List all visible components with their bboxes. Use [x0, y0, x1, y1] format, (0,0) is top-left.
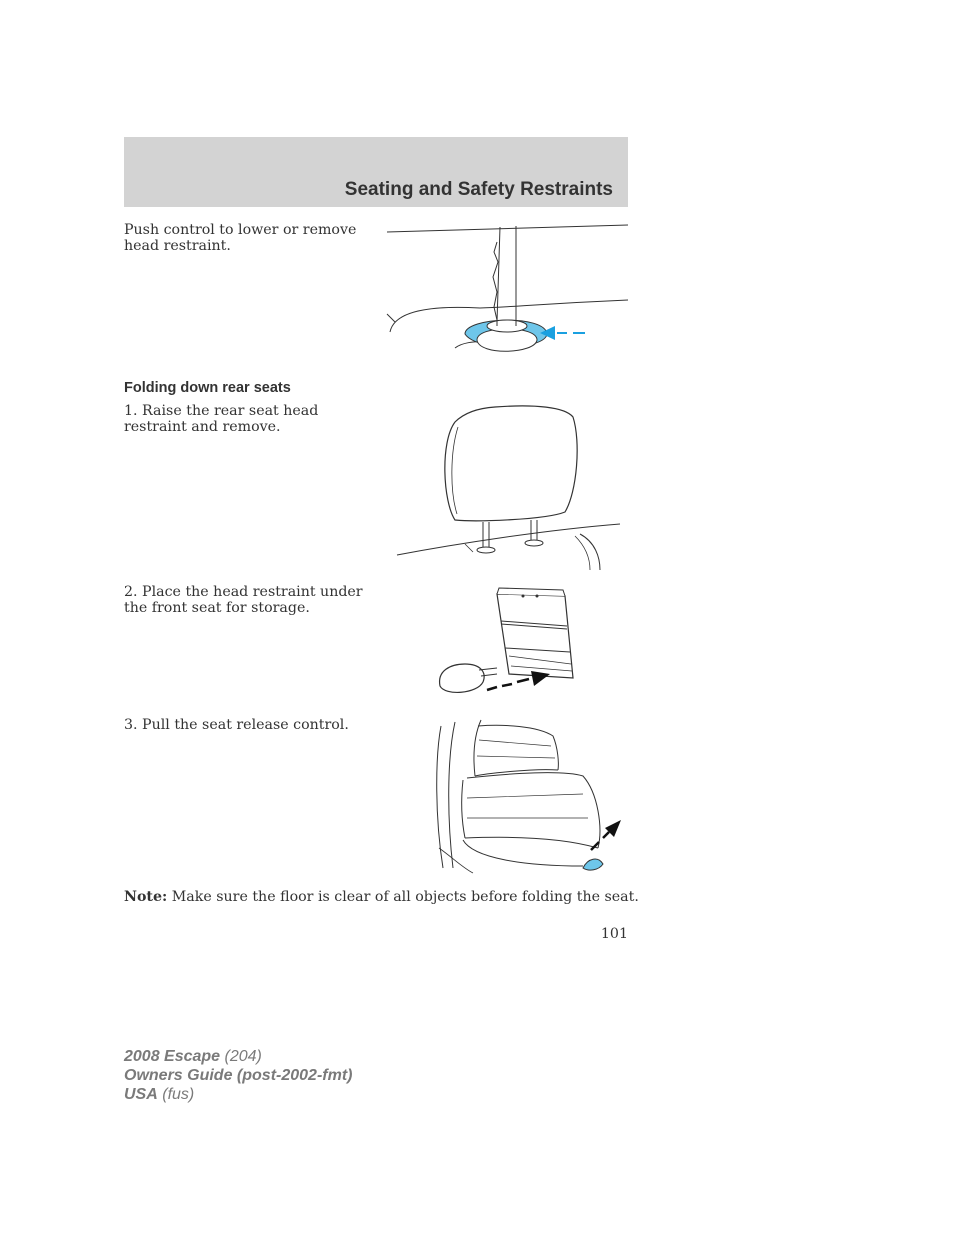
intro-text: Push control to lower or remove head restraint.	[124, 222, 357, 254]
footer-model: 2008 Escape	[124, 1048, 221, 1065]
footer-line-1	[124, 1047, 352, 1066]
subheading-folding-rear-seats: Folding down rear seats	[124, 380, 291, 396]
head-restraint-control-illustration	[385, 222, 630, 362]
document-footer	[124, 1047, 352, 1104]
head-restraint-storage-illustration	[435, 586, 580, 704]
step-1-text: 1. Raise the rear seat head restraint and remove.	[124, 403, 319, 435]
step-3-text: 3. Pull the seat release control.	[124, 717, 349, 733]
raised-head-restraint-illustration	[395, 402, 625, 572]
page-number: 101	[600, 926, 628, 942]
footer-model-code: (204)	[224, 1048, 262, 1065]
footer-line-2	[124, 1066, 352, 1085]
footer-guide: Owners Guide (post-2002-fmt)	[124, 1067, 353, 1084]
section-title: Seating and Safety Restraints	[344, 179, 613, 200]
footer-region: USA	[124, 1086, 158, 1103]
note-label: Note:	[124, 889, 168, 905]
section-header-band	[124, 137, 628, 207]
footer-region-code: (fus)	[162, 1086, 195, 1103]
step-2-text: 2. Place the head restraint under the front seat for storage.	[124, 584, 363, 616]
seat-release-control-illustration	[433, 718, 625, 878]
note-text: Make sure the floor is clear of all objects before folding the seat.	[171, 889, 639, 905]
note-paragraph	[124, 889, 639, 905]
footer-line-3	[124, 1085, 352, 1104]
